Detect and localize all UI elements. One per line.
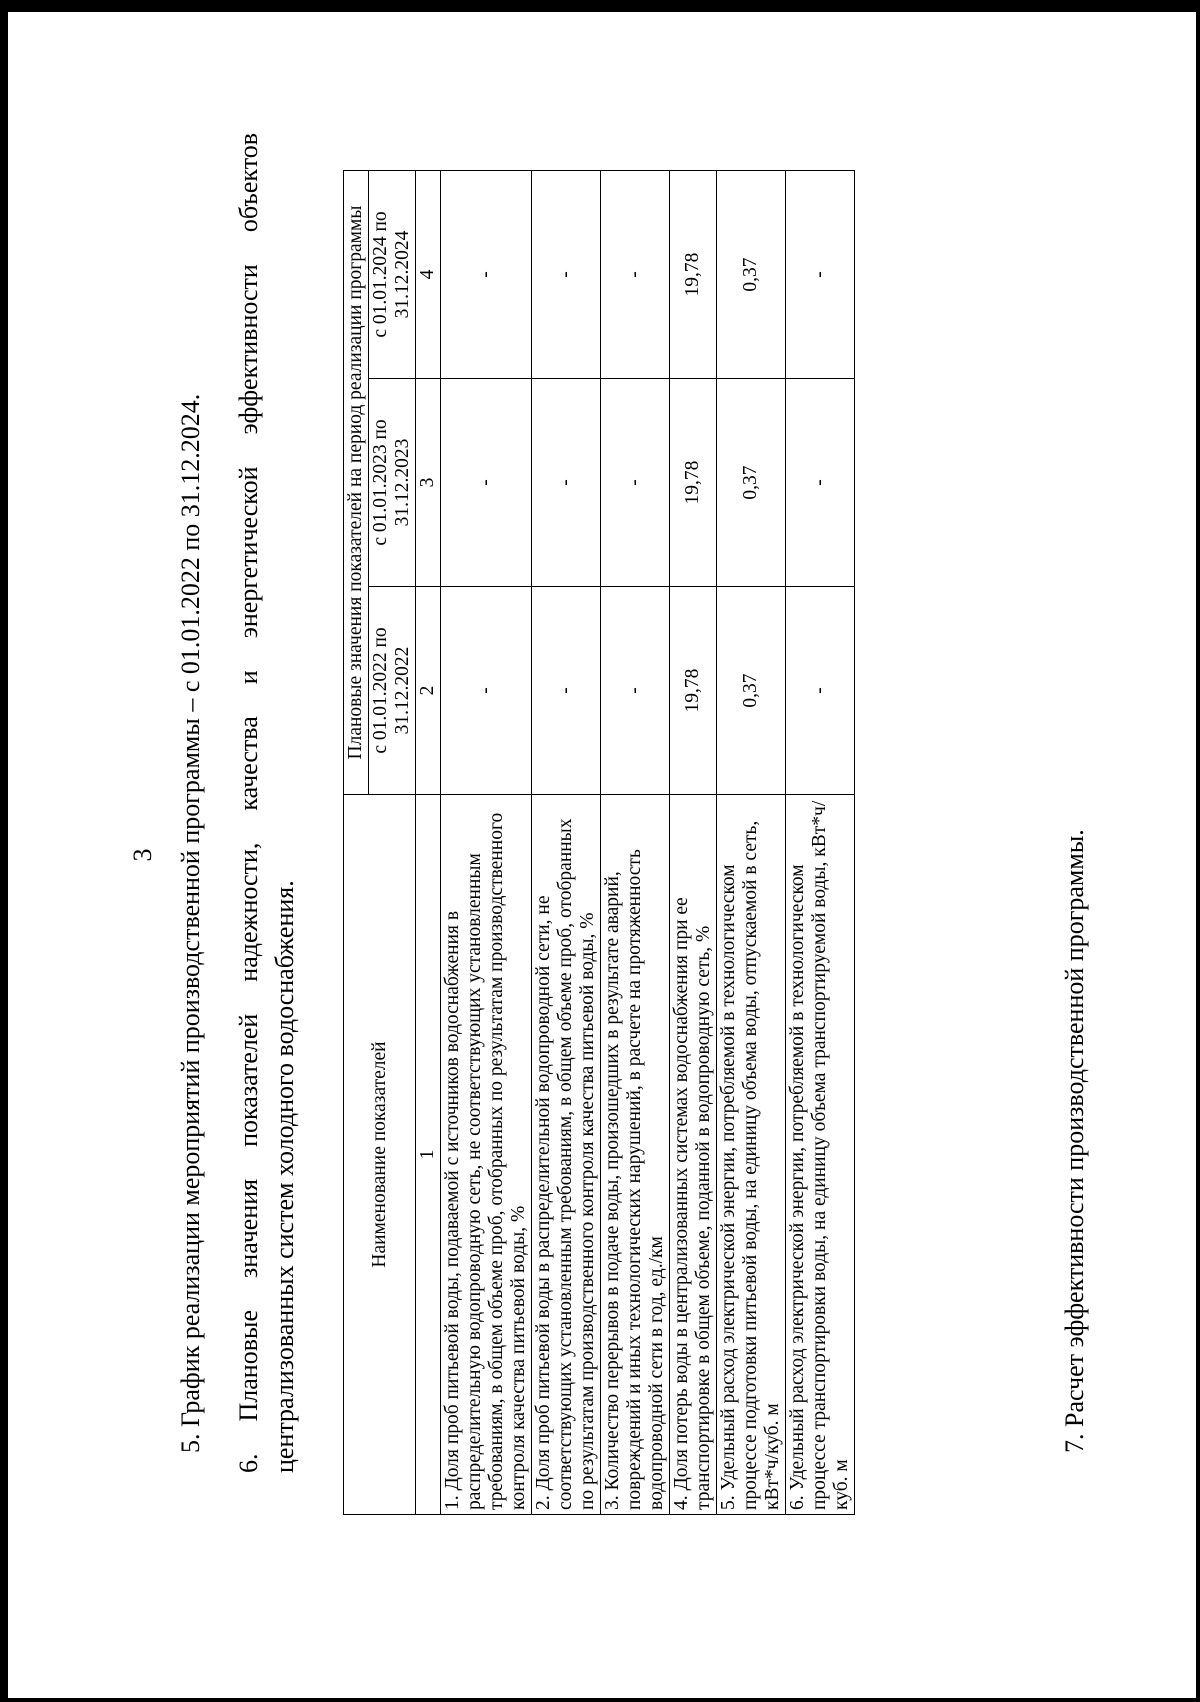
indicator-value: - [601,587,670,795]
column-number: 1 [416,795,441,1515]
table-row [532,171,601,1515]
document-page [8,12,1196,1698]
indicator-value: - [601,171,670,379]
indicator-value: - [532,587,601,795]
section-6-heading-continuation: централизованных систем холодного водоснабжения. [270,880,299,1473]
indicator-value: - [786,379,855,587]
header-indicator-name: Наименование показателей [344,795,416,1515]
indicator-value: - [532,379,601,587]
table-row [717,171,786,1515]
header-period-2022: с 01.01.2022 по 31.12.2022 [369,587,416,795]
table-row [786,171,855,1515]
header-period-2024: с 01.01.2024 по 31.12.2024 [369,171,416,379]
indicator-value: - [601,379,670,587]
indicator-value: - [441,171,532,379]
indicator-value: 19,78 [670,171,717,379]
header-planned-values: Плановые значения показателей на период реализации программы [344,171,369,795]
indicator-value: - [441,587,532,795]
indicator-value: 19,78 [670,587,717,795]
indicator-value: - [441,379,532,587]
indicator-name: 5. Удельный расход электрической энергии, потребляемой в технологическом процессе подготовки питьевой воды, на единицу объема воды, отпускаемой в сеть, кВт*ч/куб. м [717,795,786,1515]
table-row [601,171,670,1515]
indicator-name: 1. Доля проб питьевой воды, подаваемой с источников водоснабжения в распределительную водопроводную сеть, не соответствующих установленным требованиям, в общем объеме проб, отобранных по результатам производственного контроля качества питьевой воды, % [441,795,532,1515]
indicator-name: 3. Количество перерывов в подаче воды, произошедших в результате аварий, повреждений и иных технологических нарушений, в расчете на протяженность водопроводной сети в год, ед./км [601,795,670,1515]
indicators-table [343,170,855,1515]
section-6-heading: 6. Плановые значения показателей надежности, качества и энергетической эффективности объектов [234,133,263,1473]
table-header-row [344,171,369,1515]
table-row [670,171,717,1515]
section-7-heading: 7. Расчет эффективности производственной программы. [1060,829,1089,1453]
table-column-number-row [416,171,441,1515]
indicator-value: 19,78 [670,379,717,587]
section-5-heading: 5. График реализации мероприятий производственной программы – с 01.01.2022 по 31.12.2024. [176,393,205,1453]
page-number: 3 [128,848,157,862]
indicator-value: 0,37 [717,379,786,587]
indicator-value: - [786,171,855,379]
table-row [441,171,532,1515]
column-number: 2 [416,587,441,795]
header-period-2023: с 01.01.2023 по 31.12.2023 [369,379,416,587]
indicator-value: - [532,171,601,379]
column-number: 3 [416,379,441,587]
indicator-value: 0,37 [717,587,786,795]
indicator-value: - [786,587,855,795]
indicator-value: 0,37 [717,171,786,379]
indicator-name: 6. Удельный расход электрической энергии, потребляемой в технологическом процессе транспортировки воды, на единицу объема транспортируемой воды, кВт*ч/куб. м [786,795,855,1515]
rotated-page-content [8,12,1196,1698]
indicator-name: 4. Доля потерь воды в централизованных системах водоснабжения при ее транспортировке в общем объеме, поданной в водопроводную сеть, % [670,795,717,1515]
column-number: 4 [416,171,441,379]
indicator-name: 2. Доля проб питьевой воды в распределительной водопроводной сети, не соответствующих установленным требованиям, в общем объеме проб, отобранных по результатам производственного контроля качества питьевой воды, % [532,795,601,1515]
